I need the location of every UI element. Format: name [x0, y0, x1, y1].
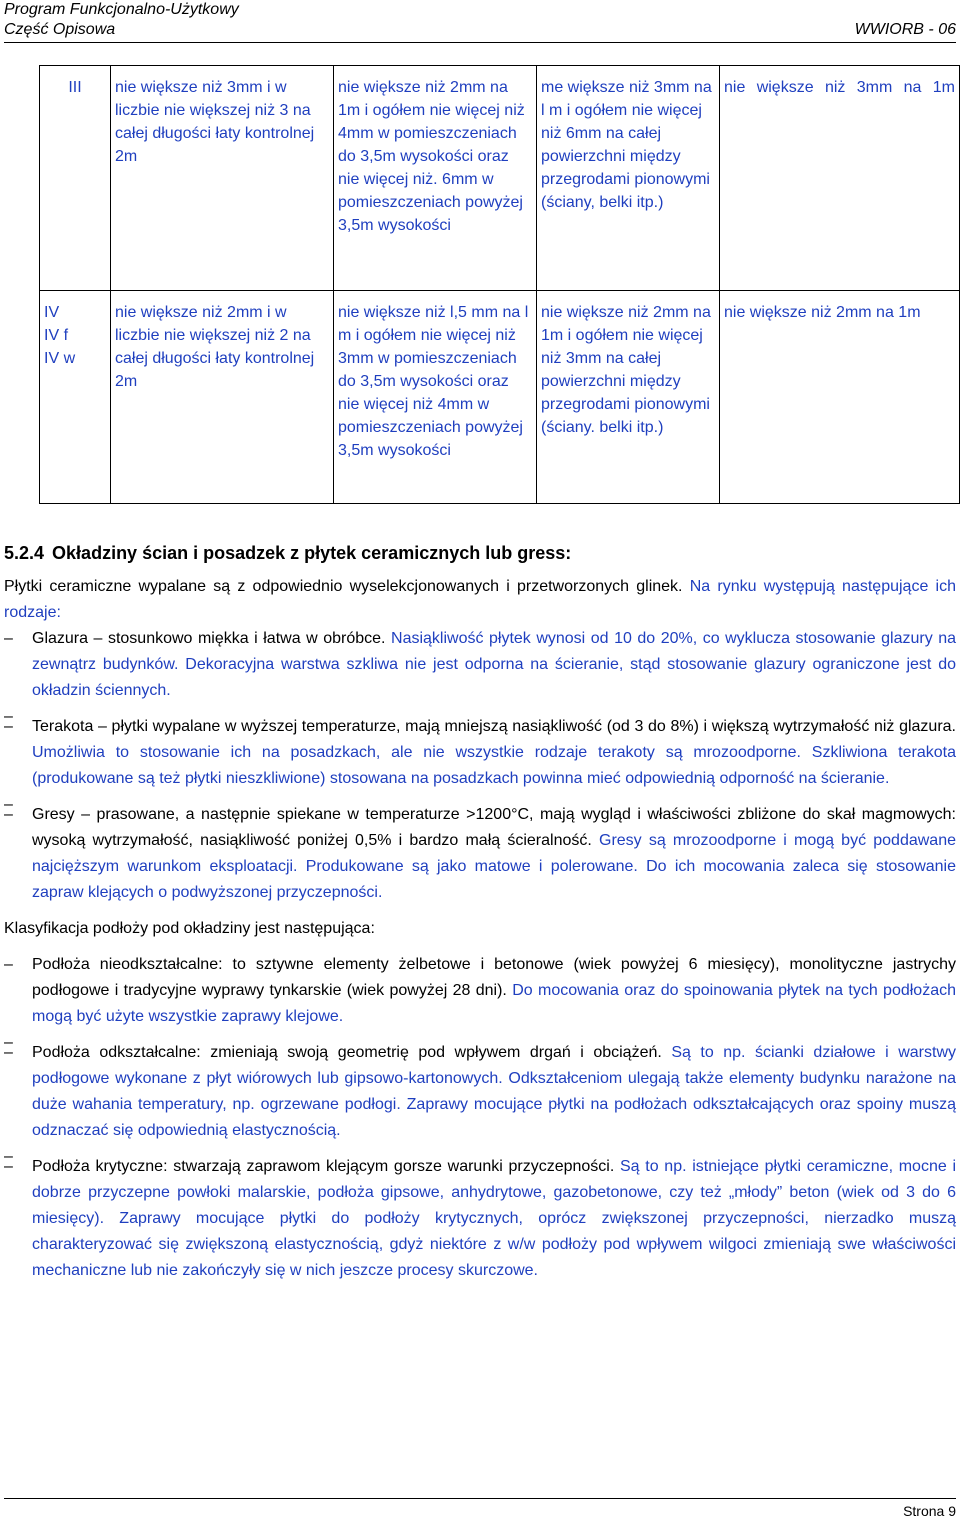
- class-cell: IV IV f IV w: [40, 291, 111, 504]
- item-text: Podłoża krytyczne: stwarzają zaprawom klejącym gorsze warunki przyczepności.: [32, 1158, 615, 1175]
- classification-intro: Klasyfikacja podłoży pod okładziny jest następująca:: [4, 920, 375, 937]
- part-title: Część Opisowa: [4, 21, 116, 38]
- section-heading: [4, 540, 956, 566]
- tolerance-table: [39, 65, 960, 504]
- table-cell: me większe niż 3mm na l m i ogółem nie więcej niż 6mm na całej powierzchni między przegrodami pionowymi (ściany, belki itp.): [537, 66, 720, 291]
- program-title: Program Funkcjonalno-Użytkowy: [4, 1, 239, 18]
- intro-paragraph: [4, 574, 956, 626]
- item-text-blue: Są to np. ścianki działowe i warstwy podłogowe wykonane z płyt wiórowych lub gipsowo-kartonowych. Odkształceniom ulegają także elementy budynku narażone na duże wahania temperatury, np. ogrzewane podłogi. Zaprawy mocujące płytki na podłożach odkształcających oraz spoiny muszą odznaczać się odpowiednią elastycznością.: [32, 1044, 957, 1139]
- item-text-blue: Do mocowania oraz do spoinowania płytek na tych podłożach mogą być użyte wszystkie zaprawy klejowe.: [32, 982, 957, 1025]
- intro-text-blue: Na rynku występują następujące ich rodzaje:: [4, 578, 957, 621]
- list-item: [4, 1154, 956, 1284]
- section-number: 5.2.4: [4, 543, 45, 563]
- intro-text: Płytki ceramiczne wypalane są z odpowiednio wyselekcjonowanych i przetworzonych glinek.: [4, 578, 683, 595]
- list-item: [4, 1040, 956, 1144]
- list-item: [4, 714, 956, 792]
- table-cell: nie większe niż 2mm na 1m i ogółem nie więcej niż 4mm w pomieszczeniach do 3,5m wysokości oraz nie więcej niż. 6mm w pomieszczeniach powyżej 3,5m wysokości: [334, 66, 537, 291]
- table-cell: nie większe niż 3mm na 1m: [720, 66, 960, 291]
- page-header: [4, 0, 956, 44]
- substrate-list: [4, 952, 956, 1284]
- item-text-blue: Nasiąkliwość płytek wynosi od 10 do 20%, co wyklucza stosowanie glazury na zewnątrz budynków. Dekoracyjna warstwa szkliwa nie jest odporna na ścieranie, stąd stosowanie glazury ograniczone jest do okładzin ściennych.: [32, 630, 957, 699]
- table-cell: nie większe niż l,5 mm na l m i ogółem nie więcej niż 3mm w pomieszczeniach do 3,5m wysokości oraz nie więcej niż 4mm w pomieszczeniach powyżej 3,5m wysokości: [334, 291, 537, 504]
- footer-divider: [4, 1498, 956, 1499]
- document-code: WWIORB - 06: [854, 21, 956, 38]
- table-cell: nie większe niż 2mm i w liczbie nie większej niż 2 na całej długości łaty kontrolnej 2m: [111, 291, 334, 504]
- table-cell: nie większe niż 2mm na 1m: [720, 291, 960, 504]
- item-text: Podłoża odkształcalne: zmieniają swoją geometrię pod wpływem drgań i obciążeń.: [32, 1044, 662, 1061]
- section-title: Okładziny ścian i posadzek z płytek ceramicznych lub gress:: [52, 543, 572, 563]
- list-item: [4, 626, 956, 704]
- tile-types-list: [4, 626, 956, 906]
- spacer: [4, 942, 956, 952]
- list-spacer: [4, 704, 956, 714]
- table-cell: nie większe niż 2mm na 1m i ogółem nie więcej niż 3mm na całej powierzchni między przegrodami pionowymi (ściany. belki itp.): [537, 291, 720, 504]
- list-item: [4, 802, 956, 906]
- item-text-blue: Umożliwia to stosowanie ich na posadzkach, ale nie wszystkie rodzaje terakoty są mrozoodporne. Szkliwiona terakota (produkowane są też płytki nieszkliwione) stosowana na posadzkach powinna mieć odpowiednią odporność na ścieranie.: [32, 744, 956, 787]
- item-text-blue: Są to np. istniejące płytki ceramiczne, mocne i dobrze przyczepne powłoki malarskie, podłoża gipsowe, anhydrytowe, gazobetonowe, czy też „młody” beton (wiek od 3 do 6 miesięcy). Zaprawy mocujące płytki do podłoży krytycznych, oprócz zwiększonej przyczepności, nierzadko muszą charakteryzować się zwiększoną elastycznością, gdyż niektóre z w/w podłoży pod wpływem wilgoci zmieniają swe właściwości mechaniczne lub nie zakończyły się w nich jeszcze procesy skurczowe.: [32, 1158, 957, 1279]
- list-spacer: [4, 792, 956, 802]
- item-text: Terakota – płytki wypalane w wyższej temperaturze, mają mniejszą nasiąkliwość (od 3 do 8%) i większą wytrzymałość niż glazura.: [32, 718, 956, 735]
- header-divider: [4, 42, 956, 43]
- item-text: Podłoża nieodkształcalne: to sztywne elementy żelbetowe i betonowe (wiek powyżej 6 miesięcy), monolityczne jastrychy podłogowe i tradycyjne wyprawy tynkarskie (wiek powyżej 28 dni).: [32, 956, 956, 999]
- section-content: [4, 540, 956, 1284]
- item-text: Glazura – stosunkowo miękka i łatwa w obróbce.: [32, 630, 386, 647]
- table-row: [40, 291, 960, 504]
- spacer: [4, 906, 956, 916]
- list-item: [4, 952, 956, 1030]
- class-cell: III: [40, 66, 111, 291]
- list-spacer: [4, 1030, 956, 1040]
- page-number: Strona 9: [903, 1503, 956, 1519]
- list-spacer: [4, 1144, 956, 1154]
- page-footer: [4, 1498, 956, 1519]
- table-row: [40, 66, 960, 291]
- table-cell: nie większe niż 3mm i w liczbie nie większej niż 3 na całej długości łaty kontrolnej 2m: [111, 66, 334, 291]
- item-text-blue: Gresy są mrozoodporne i mogą być poddawane najcięższym warunkom eksploatacji. Produkowane są jako matowe i polerowane. Do ich mocowania zaleca się stosowanie zapraw klejących o podwyższonej przyczepności.: [32, 832, 957, 901]
- item-text: Gresy – prasowane, a następnie spiekane w temperaturze >1200°C, mają wygląd i właściwości zbliżone do skał magmowych: wysoką wytrzymałość, nasiąkliwość poniżej 0,5% i bardzo małą ścieralność.: [32, 806, 956, 849]
